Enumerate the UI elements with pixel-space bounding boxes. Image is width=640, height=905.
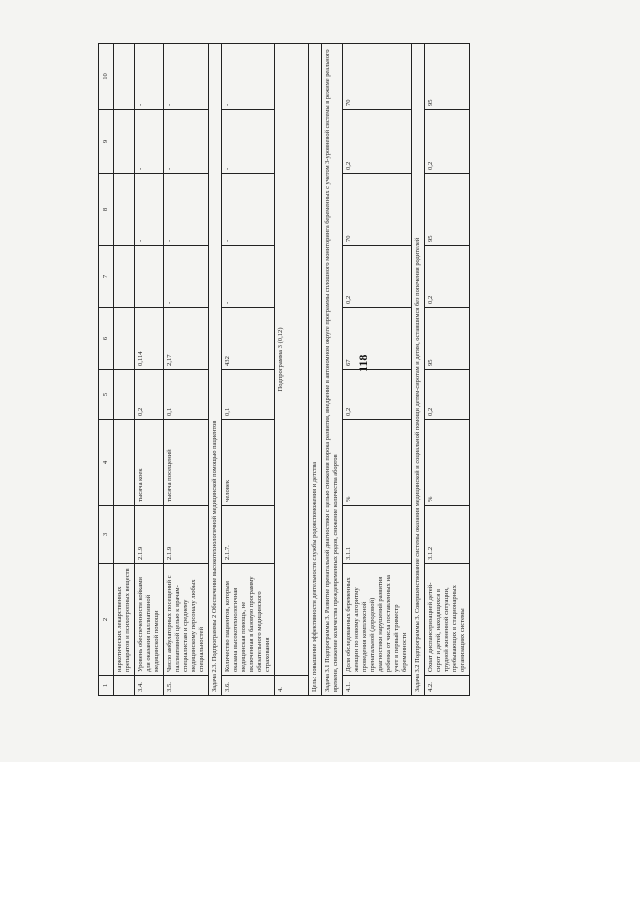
indicator-unit: % <box>343 420 412 506</box>
value-col9: - <box>222 110 275 174</box>
table-row <box>343 44 412 696</box>
row-number: 3.4. <box>135 676 164 696</box>
goal-text: Цель: повышение эффективности деятельности службы родовспоможения и детства <box>309 44 322 696</box>
value-col7: 0,2 <box>425 246 470 308</box>
col-header-4: 4 <box>99 420 114 506</box>
table-row <box>164 44 209 696</box>
value-col9 <box>114 110 135 174</box>
value-col6: 95 <box>425 308 470 370</box>
task-3-2-title: Задача 3.2 Подпрограммы 3. Совершенствование системы оказания медицинской и социальной помощи детям-сиротам и детям, оставшимся без попечения родителей <box>412 44 425 696</box>
rotated-table-wrapper <box>98 44 548 696</box>
value-col10: 70 <box>343 44 412 110</box>
indicator-unit: человек <box>222 420 275 506</box>
indicator-weight <box>114 370 135 420</box>
indicator-unit: тысяча посещений <box>164 420 209 506</box>
indicator-ref: 2.1.9 <box>164 506 209 564</box>
value-col8 <box>114 174 135 246</box>
value-col6: 67 <box>343 308 412 370</box>
indicator-ref: 3.1.1 <box>343 506 412 564</box>
value-col9: - <box>135 110 164 174</box>
table-row <box>425 44 470 696</box>
indicator-weight: 0,1 <box>164 370 209 420</box>
value-col9: 0,2 <box>343 110 412 174</box>
table-row <box>135 44 164 696</box>
value-col7: - <box>222 246 275 308</box>
indicator-weight: 0,2 <box>343 370 412 420</box>
indicator-unit: тысяча коек <box>135 420 164 506</box>
value-col10 <box>114 44 135 110</box>
value-col6: 2,17 <box>164 308 209 370</box>
row-number: 4.1. <box>343 676 412 696</box>
value-col10: - <box>135 44 164 110</box>
value-col8: - <box>135 174 164 246</box>
indicator-name: Число амбулаторных посещений с паллиативной целью к врачам-специалистам и среднему медицинскому персоналу любых специальностей <box>164 564 209 676</box>
indicator-ref: 2.1.9 <box>135 506 164 564</box>
row-number: 4.2. <box>425 676 470 696</box>
value-col7 <box>114 246 135 308</box>
value-col7: 0,2 <box>343 246 412 308</box>
value-col6: 0,114 <box>135 308 164 370</box>
indicator-name: Уровень обеспеченности койками для оказания паллиативной медицинской помощи <box>135 564 164 676</box>
col-header-7: 7 <box>99 246 114 308</box>
col-header-2: 2 <box>99 564 114 676</box>
value-col8: 95 <box>425 174 470 246</box>
value-col9: - <box>164 110 209 174</box>
row-number: 3.6. <box>222 676 275 696</box>
goal-row <box>309 44 322 696</box>
col-header-3: 3 <box>99 506 114 564</box>
task-2-3-title: Задача 2.3. Подпрограммы 2 Обеспечение высокотехнологичной медицинской помощью пациентов <box>209 44 222 696</box>
value-col10: 95 <box>425 44 470 110</box>
indicator-name: Охват диспансеризацией детей-сирот и детей, находящихся в трудной жизненной ситуации, пребывающих в стационарных организациях системы <box>425 564 470 676</box>
value-col7: - <box>164 246 209 308</box>
indicators-table <box>98 43 470 696</box>
indicator-ref: 2.1.7. <box>222 506 275 564</box>
row-number: 4. <box>275 676 309 696</box>
value-col7 <box>135 246 164 308</box>
value-col6 <box>114 308 135 370</box>
task-row <box>412 44 425 696</box>
value-col10: - <box>164 44 209 110</box>
value-col8: - <box>222 174 275 246</box>
value-col10: - <box>222 44 275 110</box>
indicator-weight: 0,2 <box>425 370 470 420</box>
indicator-ref: 3.1.2 <box>425 506 470 564</box>
indicator-name: наркотических лекарственных препаратов и психотропных веществ <box>114 564 135 676</box>
indicator-name: Количество пациентов, которым оказана высокотехнологичная медицинская помощь, не включенная в базовую программу обязательного медицинского страхования <box>222 564 275 676</box>
indicator-unit: % <box>425 420 470 506</box>
subprogram-title: Подпрограмма 3 (0,12) <box>275 44 309 676</box>
col-header-5: 5 <box>99 370 114 420</box>
col-header-8: 8 <box>99 174 114 246</box>
page-number: 118 <box>356 354 370 372</box>
value-col9: 0,2 <box>425 110 470 174</box>
value-col6: 432 <box>222 308 275 370</box>
col-header-9: 9 <box>99 110 114 174</box>
task-row <box>209 44 222 696</box>
value-col8: - <box>164 174 209 246</box>
table-row <box>114 44 135 696</box>
value-col8: 70 <box>343 174 412 246</box>
indicator-unit <box>114 420 135 506</box>
task-3-1-title: Задача 3.1 Подпрограммы 3. Развитие пренатальной диагностики с целью снижения порока развития, внедрение в автономном округе программы сплошного мониторинга беременных с учетом 3-уровневой системы в режиме реального времени, снижение количества преждевременных родов, снижение количества абортов <box>322 44 343 696</box>
indicator-ref <box>114 506 135 564</box>
subprogram-row <box>275 44 309 696</box>
indicator-name: Доля обследованных беременных женщин по новому алгоритму проведения комплексной пренатальной (дородовой) диагностики нарушений развития ребенка от числа поставленных на учет в первый триместр беременности <box>343 564 412 676</box>
task-row <box>322 44 343 696</box>
col-header-1: 1 <box>99 676 114 696</box>
col-header-6: 6 <box>99 308 114 370</box>
column-number-row <box>99 44 114 696</box>
indicator-weight: 0,2 <box>135 370 164 420</box>
row-number: 3.5. <box>164 676 209 696</box>
col-header-10: 10 <box>99 44 114 110</box>
row-number <box>114 676 135 696</box>
table-row <box>222 44 275 696</box>
indicator-weight: 0,1 <box>222 370 275 420</box>
